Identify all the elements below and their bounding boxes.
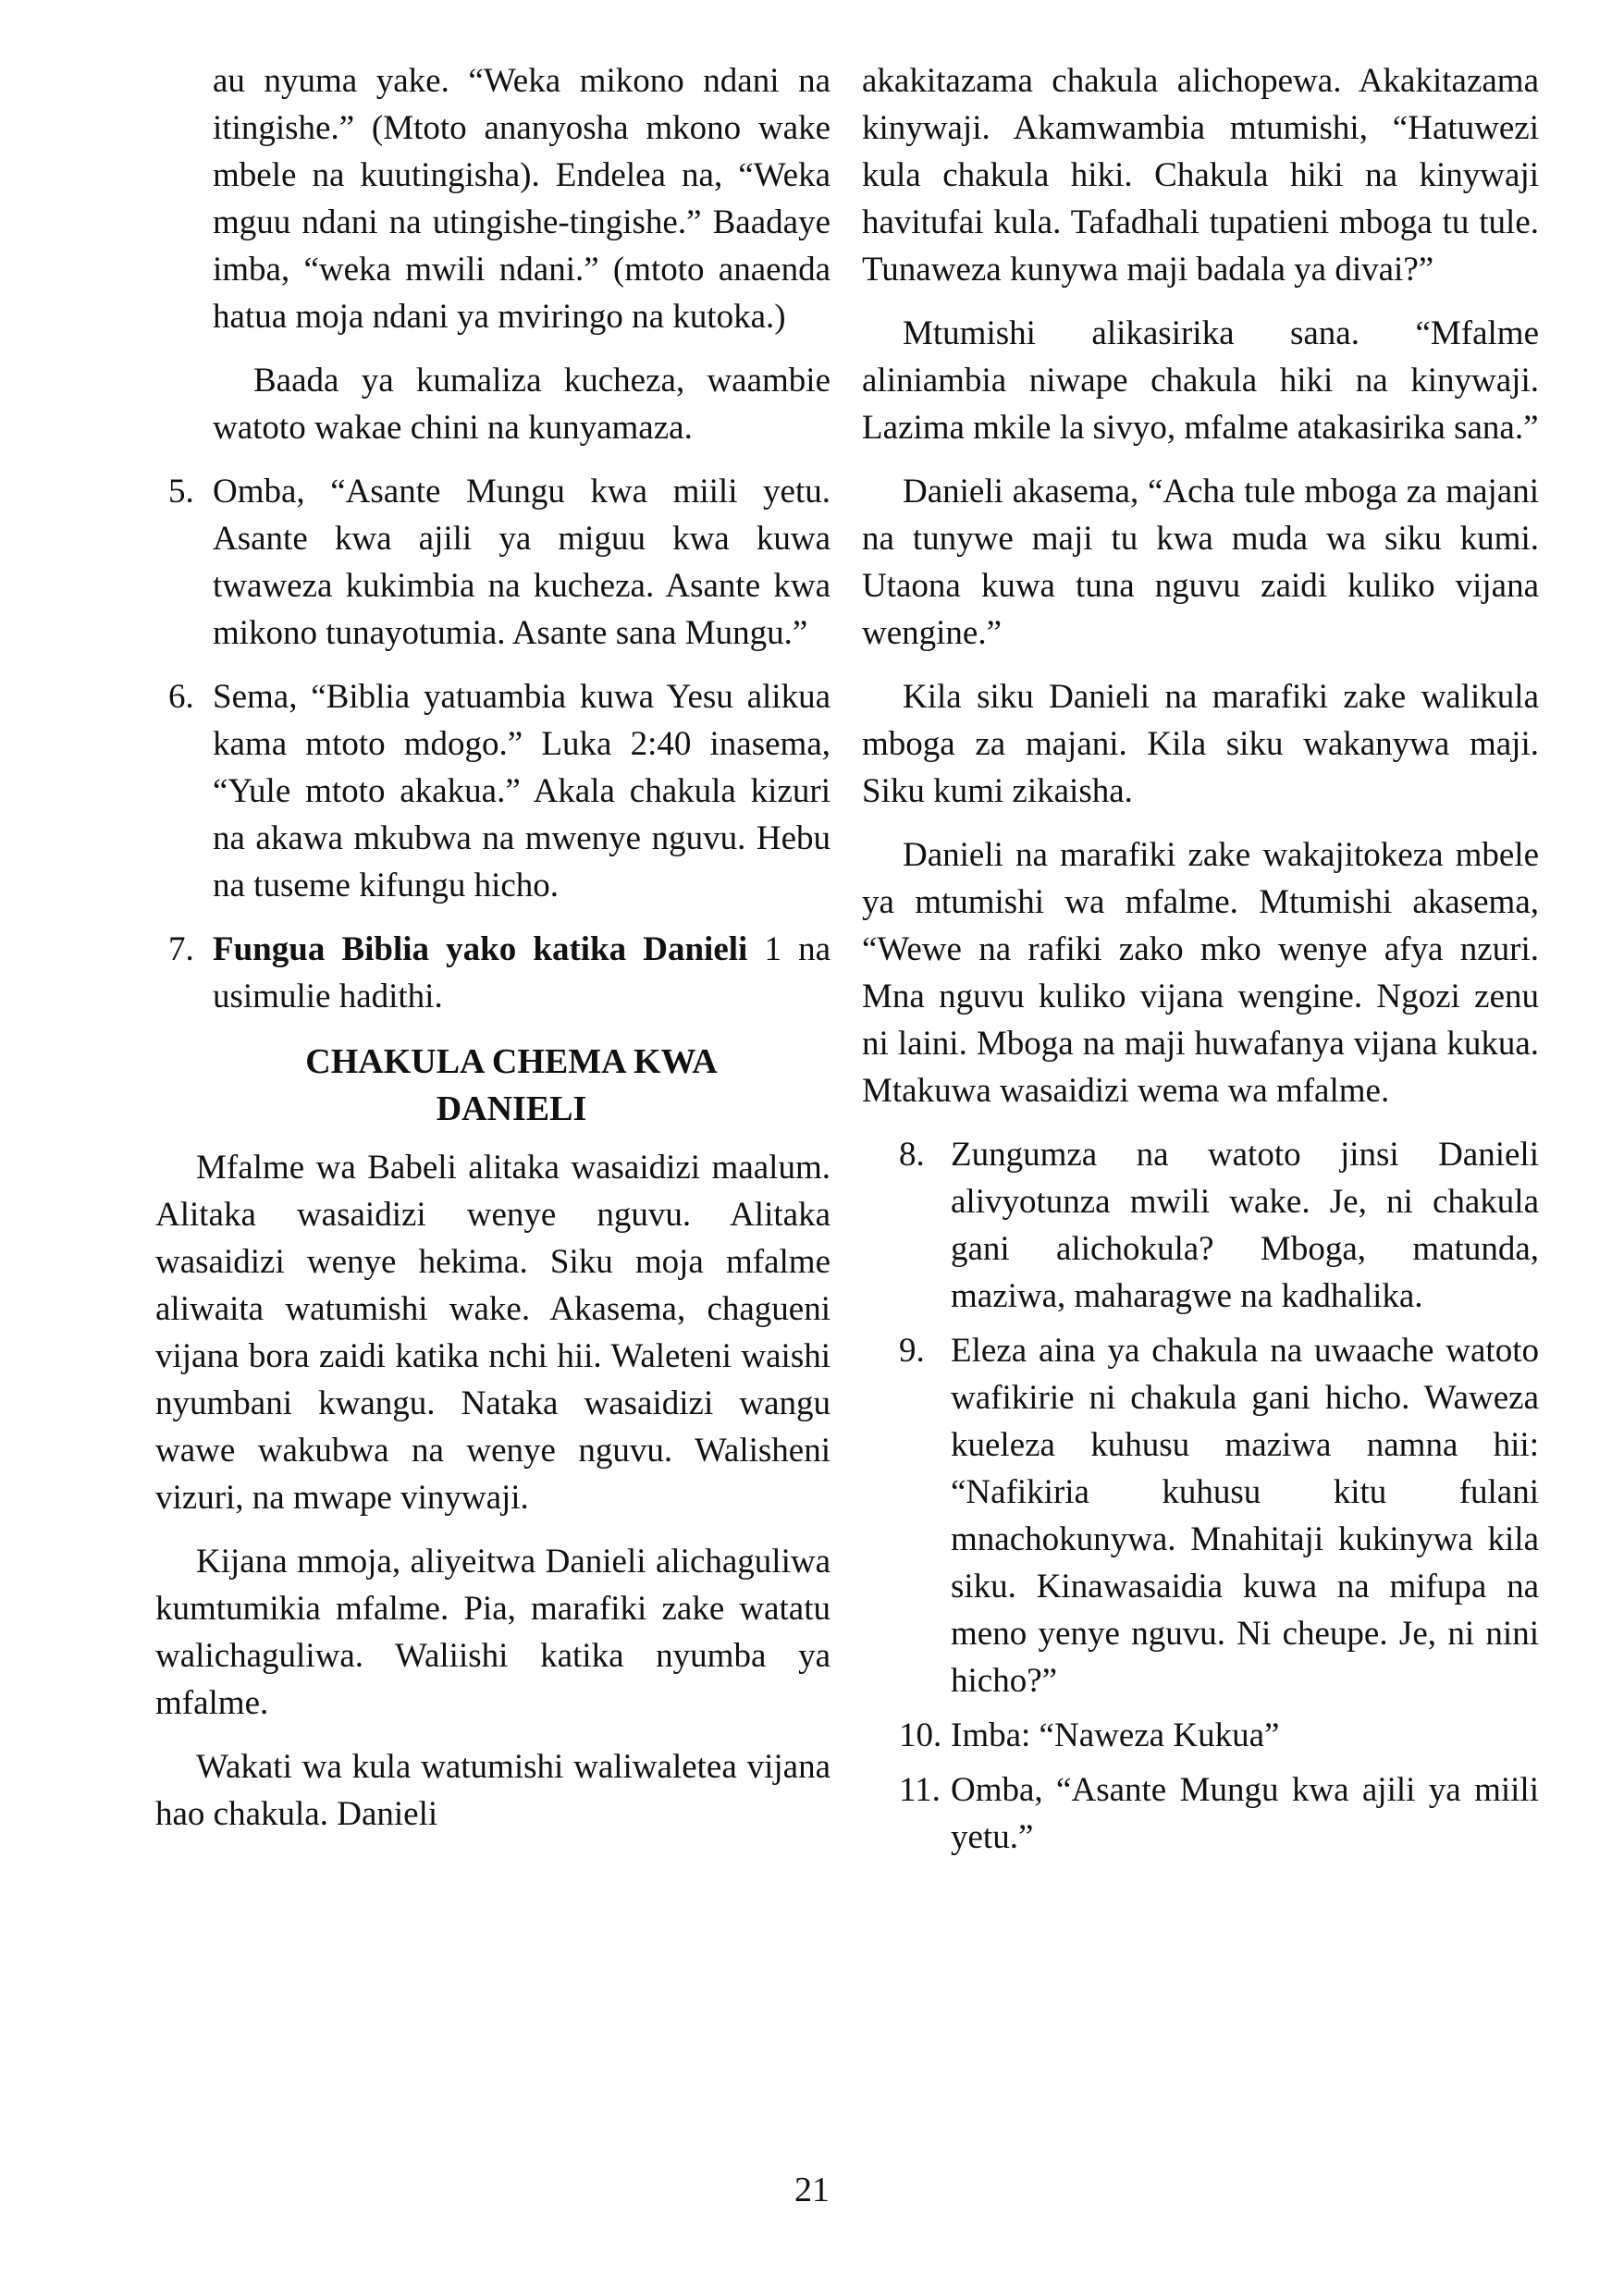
list-number: 5. — [168, 473, 194, 511]
list-item-10 — [862, 1712, 1539, 1759]
list-bold-text: Fungua Biblia yako katika Danieli — [213, 930, 748, 968]
list-number: 8. — [899, 1136, 925, 1174]
list-item-8 — [862, 1131, 1539, 1320]
paragraph-after-game: Baada ya kumaliza kucheza, waambie watoto wakae chini na kunyamaza. — [213, 362, 830, 447]
story-paragraph-7: Kila siku Danieli na marafiki zake walikula mboga za majani. Kila siku wakanywa maji. Siku kumi zikaisha. — [862, 678, 1539, 810]
story-paragraph-8: Danieli na marafiki zake wakajitokeza mbele ya mtumishi wa mfalme. Mtumishi akasema, “Wewe na rafiki zako mko wenye afya nzuri. Mna nguvu kuliko vijana wengine. Ngozi zenu ni laini. Mboga na maji huwafanya vijana kukua. Mtakuwa wasaidizi wema wa mfalme. — [862, 836, 1539, 1110]
story-paragraph-3: Wakati wa kula watumishi waliwaletea vijana hao chakula. Danieli — [155, 1748, 830, 1833]
list-text: 1 na usimulie hadithi. — [213, 930, 830, 1015]
list-item-6 — [155, 673, 830, 909]
story-paragraph-4: akakitazama chakula alichopewa. Akakitazama kinywaji. Akamwambia mtumishi, “Hatuwezi kula chakula hiki. Chakula hiki na kinywaji havitufai kula. Tafadhali tupatieni mboga tu tule. Tunaweza kunywa maji badala ya divai?” — [862, 62, 1539, 289]
list-number: 7. — [168, 930, 194, 968]
right-column — [862, 57, 1539, 1861]
left-column — [155, 57, 830, 1838]
list-number: 10. — [899, 1716, 942, 1754]
list-text: Eleza aina ya chakula na uwaache watoto wafikirie ni chakula gani hicho. Waweza kueleza kuhusu maziwa namna hii: “Nafikiria kuhusu kitu fulani mnachokunywa. Mnahitaji kukinywa kila siku. Kinawasaidia kuwa na mifupa na meno yenye nguvu. Ni cheupe. Je, ni nini hicho?” — [951, 1332, 1539, 1700]
story-paragraph-1: Mfalme wa Babeli alitaka wasaidizi maalum. Alitaka wasaidizi wenye nguvu. Alitaka wasaidizi wenye hekima. Siku moja mfalme aliwaita watumishi wake. Akasema, chagueni vijana bora zaidi katika nchi hii. Waleteni waishi nyumbani kwangu. Nataka wasaidizi wangu wawe wakubwa na wenye nguvu. Walisheni vizuri, na mwape vinywaji. — [155, 1149, 830, 1517]
page-number: 21 — [794, 2171, 830, 2209]
list-number: 9. — [899, 1332, 925, 1370]
list-item-9 — [862, 1327, 1539, 1704]
heading-line-1: CHAKULA CHEMA KWA — [305, 1042, 718, 1081]
list-text: Omba, “Asante Mungu kwa ajili ya miili yetu.” — [951, 1771, 1539, 1856]
list-item-7 — [155, 926, 830, 1020]
paragraph-song-instructions: au nyuma yake. “Weka mikono ndani na itingishe.” (Mtoto ananyosha mkono wake mbele na kuutingisha). Endelea na, “Weka mguu ndani na utingishe-tingishe.” Baadaye imba, “weka mwili ndani.” (mtoto anaenda hatua moja ndani ya mviringo na kutoka.) — [213, 62, 830, 336]
story-paragraph-2: Kijana mmoja, aliyeitwa Danieli alichaguliwa kumtumikia mfalme. Pia, marafiki zake watatu walichaguliwa. Waliishi katika nyumba ya mfalme. — [155, 1543, 830, 1722]
list-text: Sema, “Biblia yatuambia kuwa Yesu alikua kama mtoto mdogo.” Luka 2:40 inasema, “Yule mtoto akakua.” Akala chakula kizuri na akawa mkubwa na mwenye nguvu. Hebu na tuseme kifungu hicho. — [213, 678, 830, 904]
list-text: Zungumza na watoto jinsi Danieli alivyotunza mwili wake. Je, ni chakula gani alichokula? Mboga, matunda, maziwa, maharagwe na kadhalika. — [951, 1136, 1539, 1315]
list-text: Omba, “Asante Mungu kwa miili yetu. Asante kwa ajili ya miguu kwa kuwa twaweza kukimbia na kucheza. Asante kwa mikono tunayotumia. Asante sana Mungu.” — [213, 473, 830, 652]
list-text: Imba: “Naweza Kukua” — [951, 1716, 1280, 1754]
story-paragraph-6: Danieli akasema, “Acha tule mboga za majani na tunywe maji tu kwa muda wa siku kumi. Utaona kuwa tuna nguvu zaidi kuliko vijana wengine.” — [862, 473, 1539, 652]
list-item-5 — [155, 468, 830, 657]
list-item-11 — [862, 1766, 1539, 1861]
story-paragraph-5: Mtumishi alikasirika sana. “Mfalme aliniambia niwape chakula hiki na kinywaji. Lazima mkile la sivyo, mfalme atakasirika sana.” — [862, 314, 1539, 447]
section-heading — [155, 1039, 830, 1133]
list-number: 11. — [899, 1771, 941, 1809]
list-number: 6. — [168, 678, 194, 716]
heading-line-2: DANIELI — [436, 1089, 587, 1128]
